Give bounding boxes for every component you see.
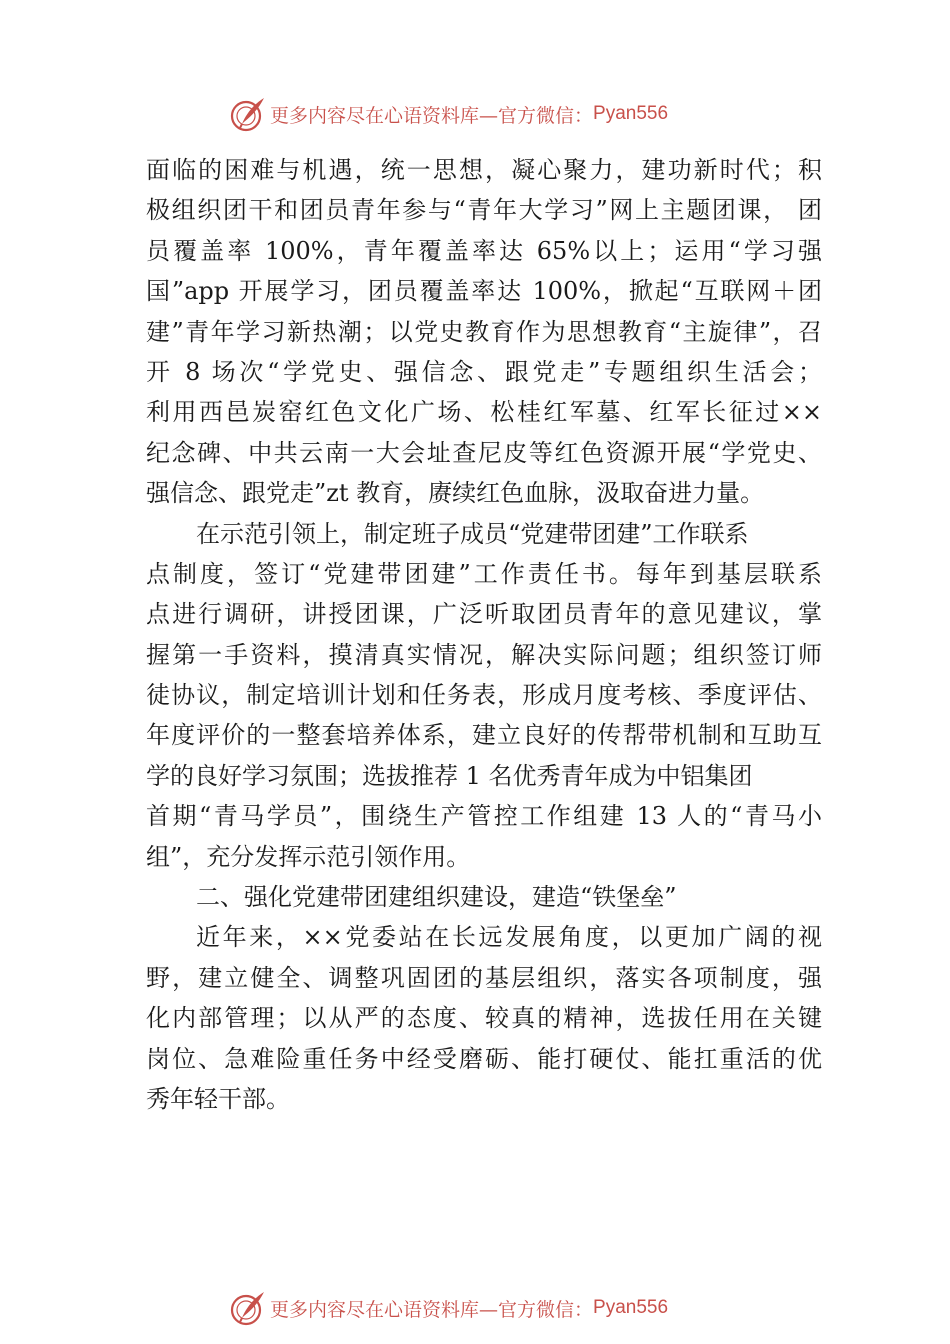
- text-line: 年度评价的一整套培养体系，建立良好的传帮带机制和互助互: [146, 721, 822, 750]
- banner-wechat-id: Pyan556: [593, 103, 669, 124]
- banner-text: 更多内容尽在心语资料库—官方微信：: [270, 104, 594, 127]
- text-line: 纪念碑、中共云南一大会址查尼皮等红色资源开展“学党史、: [146, 438, 822, 467]
- quill-logo-icon: [228, 94, 268, 134]
- quill-logo-icon: [228, 1288, 268, 1328]
- text-line: 握第一手资料，摸清真实情况，解决实际问题；组织签订师: [146, 640, 822, 669]
- text-line: 利用西邑炭窑红色文化广场、松桂红军墓、红军长征过××: [146, 398, 822, 427]
- text-line: 学的良好学习氛围；选拔推荐 1 名优秀青年成为中铝集团: [146, 761, 753, 790]
- paragraph-start-line: 在示范引领上，制定班子成员“党建带团建”工作联系: [196, 519, 749, 548]
- text-line: 强信念、跟党走”zt 教育，赓续红色血脉，汲取奋进力量。: [146, 479, 765, 508]
- footer-banner: [228, 1288, 748, 1328]
- text-line: 化内部管理；以从严的态度、较真的精神，选拔任用在关键: [146, 1004, 822, 1033]
- header-banner: [228, 94, 748, 134]
- paragraph-start-line: 近年来，××党委站在长远发展角度，以更加广阔的视: [196, 923, 822, 952]
- text-line: 面临的困难与机遇，统一思想，凝心聚力，建功新时代；积: [146, 156, 822, 184]
- banner-text: 更多内容尽在心语资料库—官方微信：: [270, 1298, 594, 1321]
- text-line: 建”青年学习新热潮；以党史教育作为思想教育“主旋律”，召: [146, 317, 822, 346]
- text-line: 徒协议，制定培训计划和任务表，形成月度考核、季度评估、: [146, 681, 822, 710]
- text-line: 员覆盖率 100%，青年覆盖率达 65%以上；运用“学习强: [146, 236, 822, 265]
- text-line: 开 8 场次“学党史、强信念、跟党走”专题组织生活会；: [146, 357, 822, 386]
- text-line: 国”app 开展学习，团员覆盖率达 100%，掀起“互联网＋团: [146, 277, 822, 306]
- document-body: [146, 150, 822, 1119]
- text-line: 野，建立健全、调整巩固团的基层组织，落实各项制度，强: [146, 963, 822, 992]
- text-line: 组”，充分发挥示范引领作用。: [146, 842, 471, 871]
- text-line: 秀年轻干部。: [146, 1084, 290, 1113]
- text-line: 点制度，签订“党建带团建”工作责任书。每年到基层联系: [146, 559, 822, 588]
- text-line: 极组织团干和团员青年参与“青年大学习”网上主题团课， 团: [146, 196, 822, 225]
- text-line: 首期“青马学员”，围绕生产管控工作组建 13 人的“青马小: [146, 802, 822, 831]
- text-line: 点进行调研，讲授团课，广泛听取团员青年的意见建议，掌: [146, 600, 822, 629]
- banner-wechat-id: Pyan556: [593, 1297, 669, 1318]
- section-heading: 二、强化党建带团建组织建设，建造“铁堡垒”: [196, 883, 677, 912]
- text-line: 岗位、急难险重任务中经受磨砺、能打硬仗、能扛重活的优: [146, 1044, 822, 1073]
